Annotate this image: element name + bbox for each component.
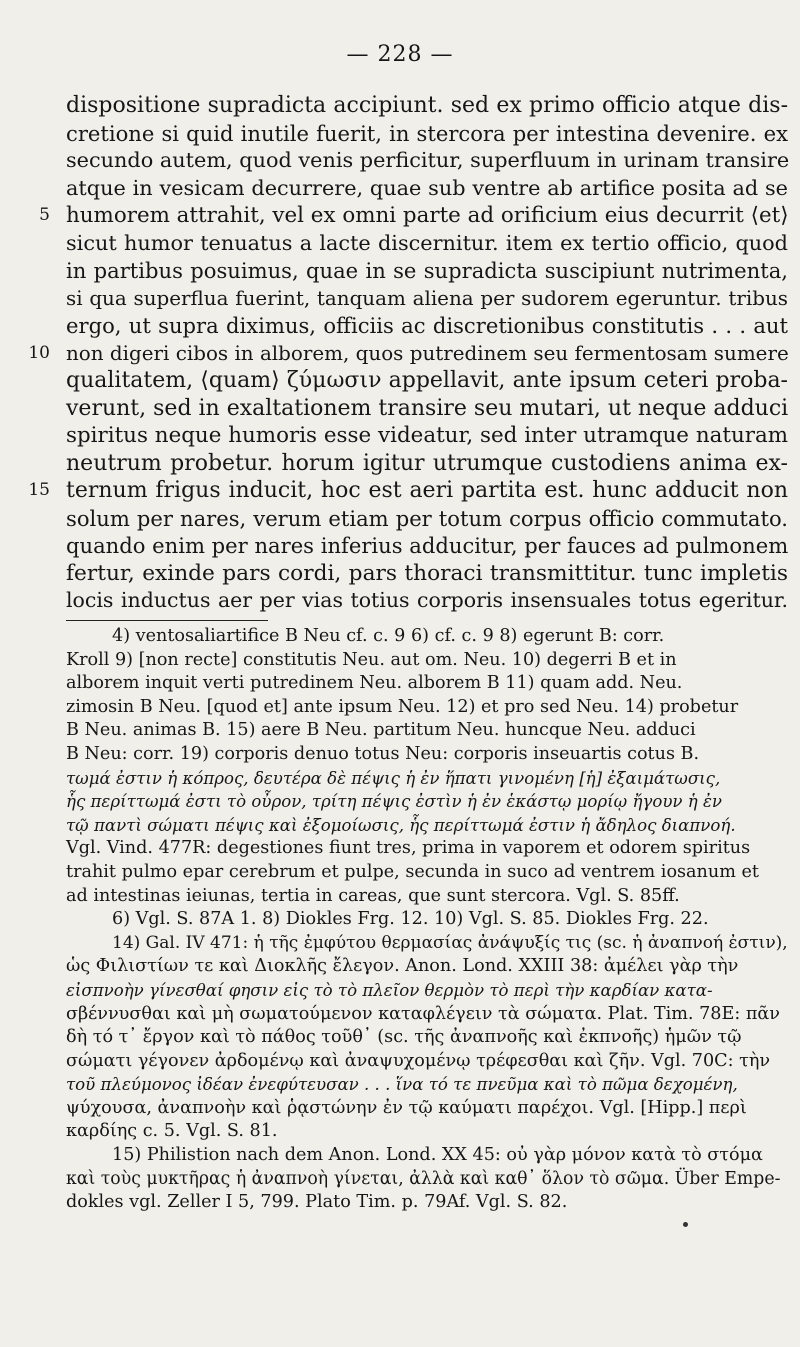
commentary-line: καὶ τοὺς μυκτῆρας ἡ ἀναπνοὴ γίνεται, ἀλλὰ καὶ καθ᾽ ὅλον τὸ σῶμα. Über Empe- [66, 1168, 781, 1189]
commentary-line: Vgl. Vind. 477R: degestiones fiunt tres, prima in vaporem et odorem spiritus [66, 838, 751, 859]
line-text: qualitatem, ⟨quam⟩ ζύμωσιν appellavit, ante ipsum ceteri proba- [66, 368, 788, 393]
commentary-line: dokles vgl. Zeller I 5, 799. Plato Tim. p. 79Af. Vgl. S. 82. [66, 1192, 568, 1213]
line-text: secundo autem, quod venis perficitur, superfluum in urinam transire [66, 148, 790, 172]
text-line [66, 257, 788, 285]
commentary-line: καρδίης c. 5. Vgl. S. 81. [66, 1121, 278, 1142]
footnote-rule [66, 620, 268, 621]
commentary-line: 15) Philistion nach dem Anon. Lond. XX 45: οὐ γὰρ μόνον κατὰ τὸ στόμα [112, 1145, 763, 1166]
line-text: dispositione supradicta accipiunt. sed ex primo officio atque dis- [66, 93, 788, 118]
commentary-line: ὡς Φιλιστίων τε καὶ Διοκλῆς ἔλεγον. Anon. Lond. XXIII 38: ἀμέλει γὰρ τὴν [66, 956, 739, 977]
line-number: 5 [39, 205, 50, 225]
text-line [66, 285, 788, 313]
line-text: in partibus posuimus, quae in se supradicta suscipiunt nutrimenta, [66, 258, 788, 283]
commentary-line: εἰσπνοὴν γίνεσθαί φησιν εἰς τὸ τὸ πλεῖον θερμὸν τὸ περὶ τὴν καρδίαν κατα- [66, 980, 713, 1000]
text-line [66, 450, 788, 478]
text-line [28, 340, 789, 368]
line-text: atque in vesicam decurrere, quae sub ventre ab artifice posita ad se [66, 175, 788, 200]
line-text: si qua superflua fuerint, tanquam aliena per sudorem egeruntur. tribus [66, 286, 788, 310]
apparatus-line: B Neu. animas B. 15) aere B Neu. partitum Neu. huncque Neu. adduci [66, 720, 696, 741]
text-line [66, 147, 788, 175]
line-text: spiritus neque humoris esse videatur, sed inter utramque naturam [66, 423, 788, 448]
footnotes [66, 625, 788, 1215]
page-number: — 228 — [346, 42, 454, 67]
commentary-line: trahit pulmo epar cerebrum et pulpe, secunda in suco ad ventrem iosanum et [66, 861, 759, 882]
text-line [66, 587, 788, 615]
text-line [66, 312, 788, 340]
line-text: non digeri cibos in alborem, quos putredinem seu fermentosam sumere [66, 341, 789, 365]
line-text: cretione si quid inutile fuerit, in stercora per intestina devenire. ex [66, 120, 788, 146]
text-line [66, 505, 788, 533]
text-line [66, 560, 788, 588]
line-text: verunt, sed in exaltationem transire seu mutari, ut neque adduci [66, 395, 789, 421]
line-number: 10 [28, 342, 50, 363]
line-text: ternum frigus inducit, hoc est aeri partita est. hunc adducit non [66, 478, 788, 503]
text-line [66, 395, 788, 423]
text-line [66, 532, 788, 560]
apparatus-line: zimosin B Neu. [quod et] ante ipsum Neu. 12) et pro sed Neu. 14) probetur [66, 696, 739, 717]
text-line [66, 175, 788, 203]
text-line [28, 477, 788, 505]
line-text: humorem attrahit, vel ex omni parte ad orificium eius decurrit ⟨et⟩ [66, 203, 789, 228]
text-line [66, 92, 788, 120]
main-text [28, 92, 790, 615]
line-text: ergo, ut supra diximus, officiis ac discretionibus constitutis . . . aut [66, 313, 788, 338]
line-text: neutrum probetur. horum igitur utrumque custodiens anima ex- [66, 450, 788, 476]
commentary-line: ἧς περίττωμά ἐστι τὸ οὖρον, τρίτη πέψις ἐστὶν ἡ ἐν ἑκάστῳ μορίῳ ἤγουν ἡ ἐν [66, 792, 722, 812]
commentary-line: τῷ παντὶ σώματι πέψις καὶ ἐξομοίωσις, ἧς περίττωμά ἐστιν ἡ ἄδηλος διαπνοή. [66, 815, 736, 835]
text-line [39, 202, 789, 230]
commentary-line: δὴ τό τ᾽ ἔργον καὶ τὸ πάθος τοῦθ᾽ (sc. τῆς ἀναπνοῆς καὶ ἐκπνοῆς) ἡμῶν τῷ [66, 1027, 742, 1048]
text-line [66, 367, 788, 395]
line-text: sicut humor tenuatus a lacte discernitur. item ex tertio officio, quod [66, 230, 788, 255]
text-line [66, 230, 788, 258]
text-line [66, 120, 788, 148]
commentary-line: τωμά ἐστιν ἡ κόπρος, δευτέρα δὲ πέψις ἡ ἐν ἥπατι γινομένη [ἡ] ἐξαιμάτωσις, [66, 768, 721, 788]
commentary-line: τοῦ πλεύμονος ἰδέαν ἐνεφύτευσαν . . . ἵνα τό τε πνεῦμα καὶ τὸ πῶμα δεχομένη, [66, 1075, 738, 1095]
commentary-line: ad intestinas ieiunas, tertia in careas, que sunt stercora. Vgl. S. 85ff. [66, 885, 680, 906]
text-line [66, 422, 788, 450]
commentary-line: σώματι γέγονεν ἀρδομένῳ καὶ ἀναψυχομένῳ τρέφεσθαι καὶ ζῆν. Vgl. 70C: τὴν [66, 1050, 771, 1071]
ink-speck [683, 1222, 688, 1227]
line-number: 15 [28, 480, 50, 500]
commentary-line: σβέννυσθαι καὶ μὴ σωματούμενον καταφλέγειν τὰ σώματα. Plat. Tim. 78E: πᾶν [66, 1003, 781, 1024]
commentary-line: ψύχουσα, ἀναπνοὴν καὶ ῥᾳστώνην ἐν τῷ καύματι παρέχοι. Vgl. [Hipp.] περὶ [66, 1097, 747, 1118]
line-text: solum per nares, verum etiam per totum corpus officio commutato. [66, 505, 788, 531]
apparatus-line: B Neu: corr. 19) corporis denuo totus Neu: corporis inseuartis cotus B. [66, 743, 700, 764]
commentary-line: 6) Vgl. S. 87A 1. 8) Diokles Frg. 12. 10) Vgl. S. 85. Diokles Frg. 22. [112, 909, 709, 930]
apparatus-line: alborem inquit verti putredinem Neu. alborem B 11) quam add. Neu. [66, 673, 683, 694]
apparatus-line: 4) ventosaliartifice B Neu cf. c. 9 6) cf. c. 9 8) egerunt B: corr. [112, 626, 665, 646]
apparatus-line: Kroll 9) [non recte] constitutis Neu. aut om. Neu. 10) degerri B et in [66, 649, 677, 670]
commentary-line: 14) Gal. IV 471: ἡ τῆς ἐμφύτου θερμασίας ἀνάψυξίς τις (sc. ἡ ἀναπνοή ἐστιν), [112, 932, 788, 953]
line-text: quando enim per nares inferius adducitur, per fauces ad pulmonem [66, 533, 789, 558]
line-text: locis inductus aer per vias totius corporis insensuales totus egeritur. [66, 588, 788, 612]
line-text: fertur, exinde pars cordi, pars thoraci transmittitur. tunc impletis [66, 560, 788, 586]
